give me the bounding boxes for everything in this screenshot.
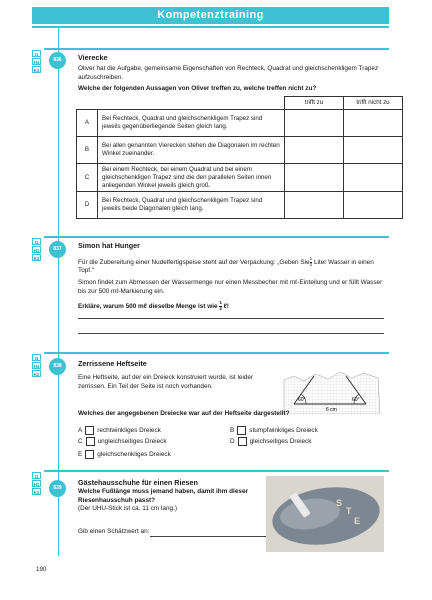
checkbox[interactable] (85, 450, 94, 459)
code: K2 (33, 490, 40, 495)
code: H1 (33, 248, 40, 253)
row-statement: Bei Rechteck, Quadrat und gleichschenkligem Trapez sind jeweils beide Diagonalen gleich lang. (98, 192, 285, 219)
task-question: Welche der folgenden Aussagen von Oliver treffen zu, welche treffen nicht zu? (78, 85, 317, 93)
answer-cell-false[interactable] (344, 164, 403, 192)
table-row (77, 192, 403, 219)
code: I1 (32, 472, 41, 479)
answer-line[interactable] (78, 333, 384, 334)
estimate-prompt (78, 528, 149, 535)
fraction-denominator: 2 (219, 305, 222, 311)
fraction-denominator: 2 (309, 261, 313, 267)
option-letter: B (230, 427, 235, 435)
task-separator (44, 352, 389, 354)
side-length-label: 6 cm (326, 407, 337, 413)
chapter-header (0, 0, 432, 32)
option-b[interactable] (230, 426, 318, 435)
competence-codes (32, 472, 41, 496)
estimate-answer-line[interactable] (150, 536, 266, 537)
option-label: gleichseitiges Dreieck (249, 438, 312, 446)
answer-line[interactable] (78, 318, 384, 319)
checkbox[interactable] (86, 437, 95, 446)
answer-cell-false[interactable] (344, 192, 403, 219)
option-letter: E (78, 451, 83, 459)
header-title: Kompetenztraining (157, 9, 264, 21)
task-number-badge: 838 (49, 358, 66, 375)
fraction-numerator: 1 (219, 300, 222, 306)
task-title: Vierecke (78, 53, 108, 62)
task-number-badge: 839 (49, 480, 66, 497)
competence-codes (32, 238, 41, 262)
competence-codes (32, 354, 41, 378)
task-number-badge: 837 (49, 241, 66, 258)
col-header-true: trifft zu (285, 97, 344, 110)
answer-cell-false[interactable] (344, 110, 403, 137)
text-part: Erkläre, warum 500 mℓ dieselbe Menge ist wie (78, 302, 218, 310)
row-letter: B (77, 137, 98, 164)
code: I1 (32, 238, 41, 245)
answer-cell-true[interactable] (285, 164, 344, 192)
task-separator (44, 48, 389, 50)
option-c[interactable] (78, 437, 167, 446)
task-question (78, 301, 384, 311)
answer-cell-false[interactable] (344, 137, 403, 164)
task-question: Welches der angegebenen Dreiecke war auf der Heftseite dargestellt? (78, 410, 290, 417)
task-separator (44, 236, 389, 238)
header-underline (32, 26, 389, 28)
giant-slipper-photo (266, 476, 384, 552)
option-a[interactable] (78, 426, 161, 435)
fraction-numerator: 1 (309, 256, 313, 261)
margin-line (58, 28, 59, 556)
option-letter: D (230, 438, 235, 446)
row-letter: A (77, 110, 98, 137)
option-e[interactable] (78, 450, 171, 459)
code: I1 (32, 50, 41, 57)
option-d[interactable] (230, 437, 311, 446)
option-label: gleichschenkliges Dreieck (97, 451, 171, 459)
text-part: Liter Wasser in einen Topf.“ (78, 258, 374, 275)
code: K3 (33, 68, 40, 73)
answer-cell-true[interactable] (285, 192, 344, 219)
option-letter: A (78, 427, 83, 435)
table-row (77, 164, 403, 192)
row-statement: Bei Rechteck, Quadrat und gleichschenkligem Trapez sind jeweils gegenüberliegende Seiten gleich lang. (98, 110, 285, 137)
slipper-lettering: S (336, 498, 343, 508)
page-number: 190 (36, 566, 47, 573)
row-statement: Bei allen genannten Vierecken stehen die Diagonalen im rechten Winkel zueinander. (98, 137, 285, 164)
competence-codes (32, 50, 41, 74)
checkbox[interactable] (237, 426, 246, 435)
option-letter: C (78, 438, 83, 446)
checkbox[interactable] (85, 426, 94, 435)
task-number-badge: 836 (49, 52, 66, 69)
angle-label-left: 60° (298, 397, 306, 403)
task-note: (Der UHU-Stick ist ca. 11 cm lang.) (78, 505, 177, 513)
task-title: Gästehausschuhe für einen Riesen (78, 478, 198, 487)
option-label: stumpfwinkliges Dreieck (249, 427, 318, 435)
task-text: Simon findet zum Abmessen der Wassermenge nur einen Messbecher mit mℓ-Einteilung und er füllt Wasser bis zur 500 mℓ-Markierung ein. (78, 278, 383, 295)
text-part: Für die Zubereitung einer Nudelfertigspeise steht auf der Verpackung: „Geben Sie (78, 258, 310, 266)
table-row (77, 110, 403, 137)
task-838 (78, 359, 258, 394)
option-label: ungleichseitiges Dreieck (97, 438, 167, 446)
task-title: Zerrissene Heftseite (78, 359, 147, 368)
option-label: rechtwinkliges Dreieck (97, 427, 161, 435)
prompt-text: Gib einen Schätzwert an: (78, 528, 150, 535)
task-intro: Oliver hat die Aufgabe, gemeinsame Eigenschaften von Rechteck, Quadrat und gleichschenkligem Trapez aufzuschreiben. (78, 65, 379, 81)
task-839 (78, 478, 254, 517)
answer-cell-true[interactable] (285, 110, 344, 137)
task-title: Simon hat Hunger (78, 241, 140, 250)
angle-label-right: 60° (352, 397, 360, 403)
code: K2 (33, 256, 40, 261)
col-header-false: trifft nicht zu (344, 97, 403, 110)
table-row (77, 137, 403, 164)
checkbox[interactable] (238, 437, 247, 446)
task-text: Eine Heftseite, auf der ein Dreieck konstruiert wurde, ist leider zerrissen. Ein Teil der Seite ist noch vorhanden. (78, 374, 254, 390)
answer-cell-true[interactable] (285, 137, 344, 164)
statement-table (76, 96, 403, 219)
task-question: Welche Fußlänge muss jemand haben, damit ihm dieser Riesenhausschuh passt? (78, 488, 248, 504)
row-statement: Bei einem Rechteck, bei einem Quadrat und bei einem gleichschenkligen Trapez sind die den parallelen Seiten innen anliegenden Winkel jeweils gleich groß. (98, 164, 285, 192)
code: H4 (33, 364, 40, 369)
code: K2 (33, 372, 40, 377)
row-letter: C (77, 164, 98, 192)
task-text (78, 257, 384, 276)
row-letter: D (77, 192, 98, 219)
code: I3 (32, 354, 41, 361)
slipper-lettering: T (346, 506, 352, 516)
task-838-question (78, 410, 384, 422)
code: H4 (33, 60, 40, 65)
text-part: ℓ! (221, 302, 229, 310)
task-837 (78, 241, 384, 315)
code: H1 (33, 482, 40, 487)
task-separator (44, 470, 389, 472)
slipper-lettering: E (354, 516, 361, 526)
torn-triangle-figure (282, 366, 382, 414)
task-836 (78, 53, 384, 97)
